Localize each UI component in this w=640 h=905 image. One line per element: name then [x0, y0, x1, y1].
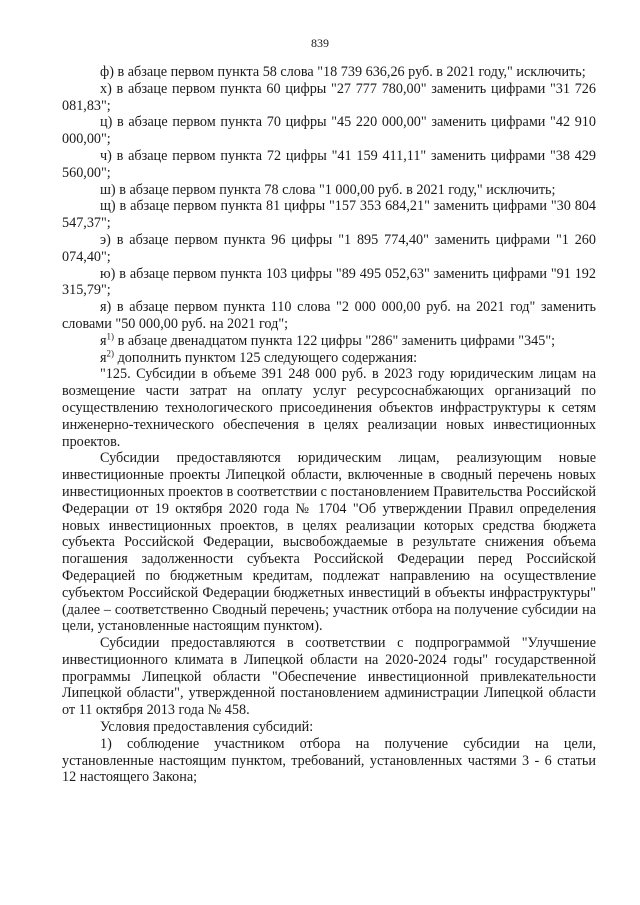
- section-125-program-paragraph: Субсидии предоставляются в соответствии с подпрограммой "Улучшение инвестиционного климата в Липецкой области на 2020-2024 годы" государственной программы Липецкой области "Обеспечение инвестиционной привлекательности Липецкой области", утвержденной постановлением администрации Липецкой области от 11 октября 2013 года № 458.: [62, 635, 596, 719]
- section-125-conditions-heading: Условия предоставления субсидий:: [100, 719, 314, 736]
- paragraph-shch: щ) в абзаце первом пункта 81 цифры "157 353 684,21" заменить цифрами "30 804 547,37";: [62, 198, 596, 232]
- paragraph-ya2: [62, 347, 596, 367]
- paragraph-ts: ц) в абзаце первом пункта 70 цифры "45 220 000,00" заменить цифрами "42 910 000,00";: [62, 114, 596, 148]
- paragraph-yu: ю) в абзаце первом пункта 103 цифры "89 495 052,63" заменить цифрами "91 192 315,79";: [62, 265, 596, 299]
- section-125-condition-1: 1) соблюдение участником отбора на получение субсидии на цели, установленные настоящим пунктом, требований, установленных частями 3 - 6 статьи 12 настоящего Закона;: [62, 735, 596, 786]
- paragraph-kh: х) в абзаце первом пункта 60 цифры "27 777 780,00" заменить цифрами "31 726 081,83";: [62, 80, 596, 114]
- section-125-heading-paragraph: "125. Субсидии в объеме 391 248 000 руб. в 2023 году юридическим лицам на возмещение части затрат на оплату услуг ресурсоснабжающих организаций по осуществлению технологического присоединения объектов инфраструктуры к сетям инженерно-технического обеспечения в целях реализации новых инвестиционных проектов.: [62, 366, 596, 450]
- paragraph-ya2-superscript: 2): [106, 347, 115, 358]
- paragraph-ya1-superscript: 1): [106, 331, 115, 342]
- paragraph-e: э) в абзаце первом пункта 96 цифры "1 895 774,40" заменить цифрами "1 260 074,40";: [62, 231, 596, 265]
- paragraph-ch: ч) в абзаце первом пункта 72 цифры "41 159 411,11" заменить цифрами "38 429 560,00";: [62, 147, 596, 181]
- paragraph-f: ф) в абзаце первом пункта 58 слова "18 739 636,26 руб. в 2021 году," исключить;: [100, 64, 586, 80]
- paragraph-ya2-text: дополнить пунктом 125 следующего содержания:: [114, 349, 418, 366]
- section-125-recipients-paragraph: Субсидии предоставляются юридическим лицам, реализующим новые инвестиционные проекты Липецкой области, включенные в сводный перечень новых инвестиционных проектов в соответствии с постановлением Правительства Российской Федерации от 19 октября 2020 года № 1704 "Об утверждении Правил определения новых инвестиционных проектов, в целях реализации которых средства бюджета субъекта Российской Федерации, высвобождаемые в результате снижения объема погашения задолженности субъекта Российской Федерации перед Российской Федерацией по бюджетным кредитам, подлежат направлению на осуществление субъектом Российской Федерации бюджетных инвестиций в объекты инфраструктуры" (далее – соответственно Сводный перечень; участник отбора на получение субсидии на цели, установленные настоящим пунктом).: [62, 450, 596, 635]
- paragraph-ya1-text: в абзаце двенадцатом пункта 122 цифры "286" заменить цифрами "345";: [114, 332, 556, 349]
- paragraph-ya: я) в абзаце первом пункта 110 слова "2 000 000,00 руб. на 2021 год" заменить словами "50 000,00 руб. на 2021 год";: [62, 299, 596, 332]
- paragraph-ya2-prefix: я: [100, 349, 107, 366]
- paragraph-sh: ш) в абзаце первом пункта 78 слова "1 000,00 руб. в 2021 году," исключить;: [100, 181, 556, 198]
- paragraph-ya1-prefix: я: [100, 332, 107, 349]
- page-number: 839: [311, 36, 329, 50]
- paragraph-ya1: [62, 333, 596, 350]
- document-body: [62, 64, 596, 786]
